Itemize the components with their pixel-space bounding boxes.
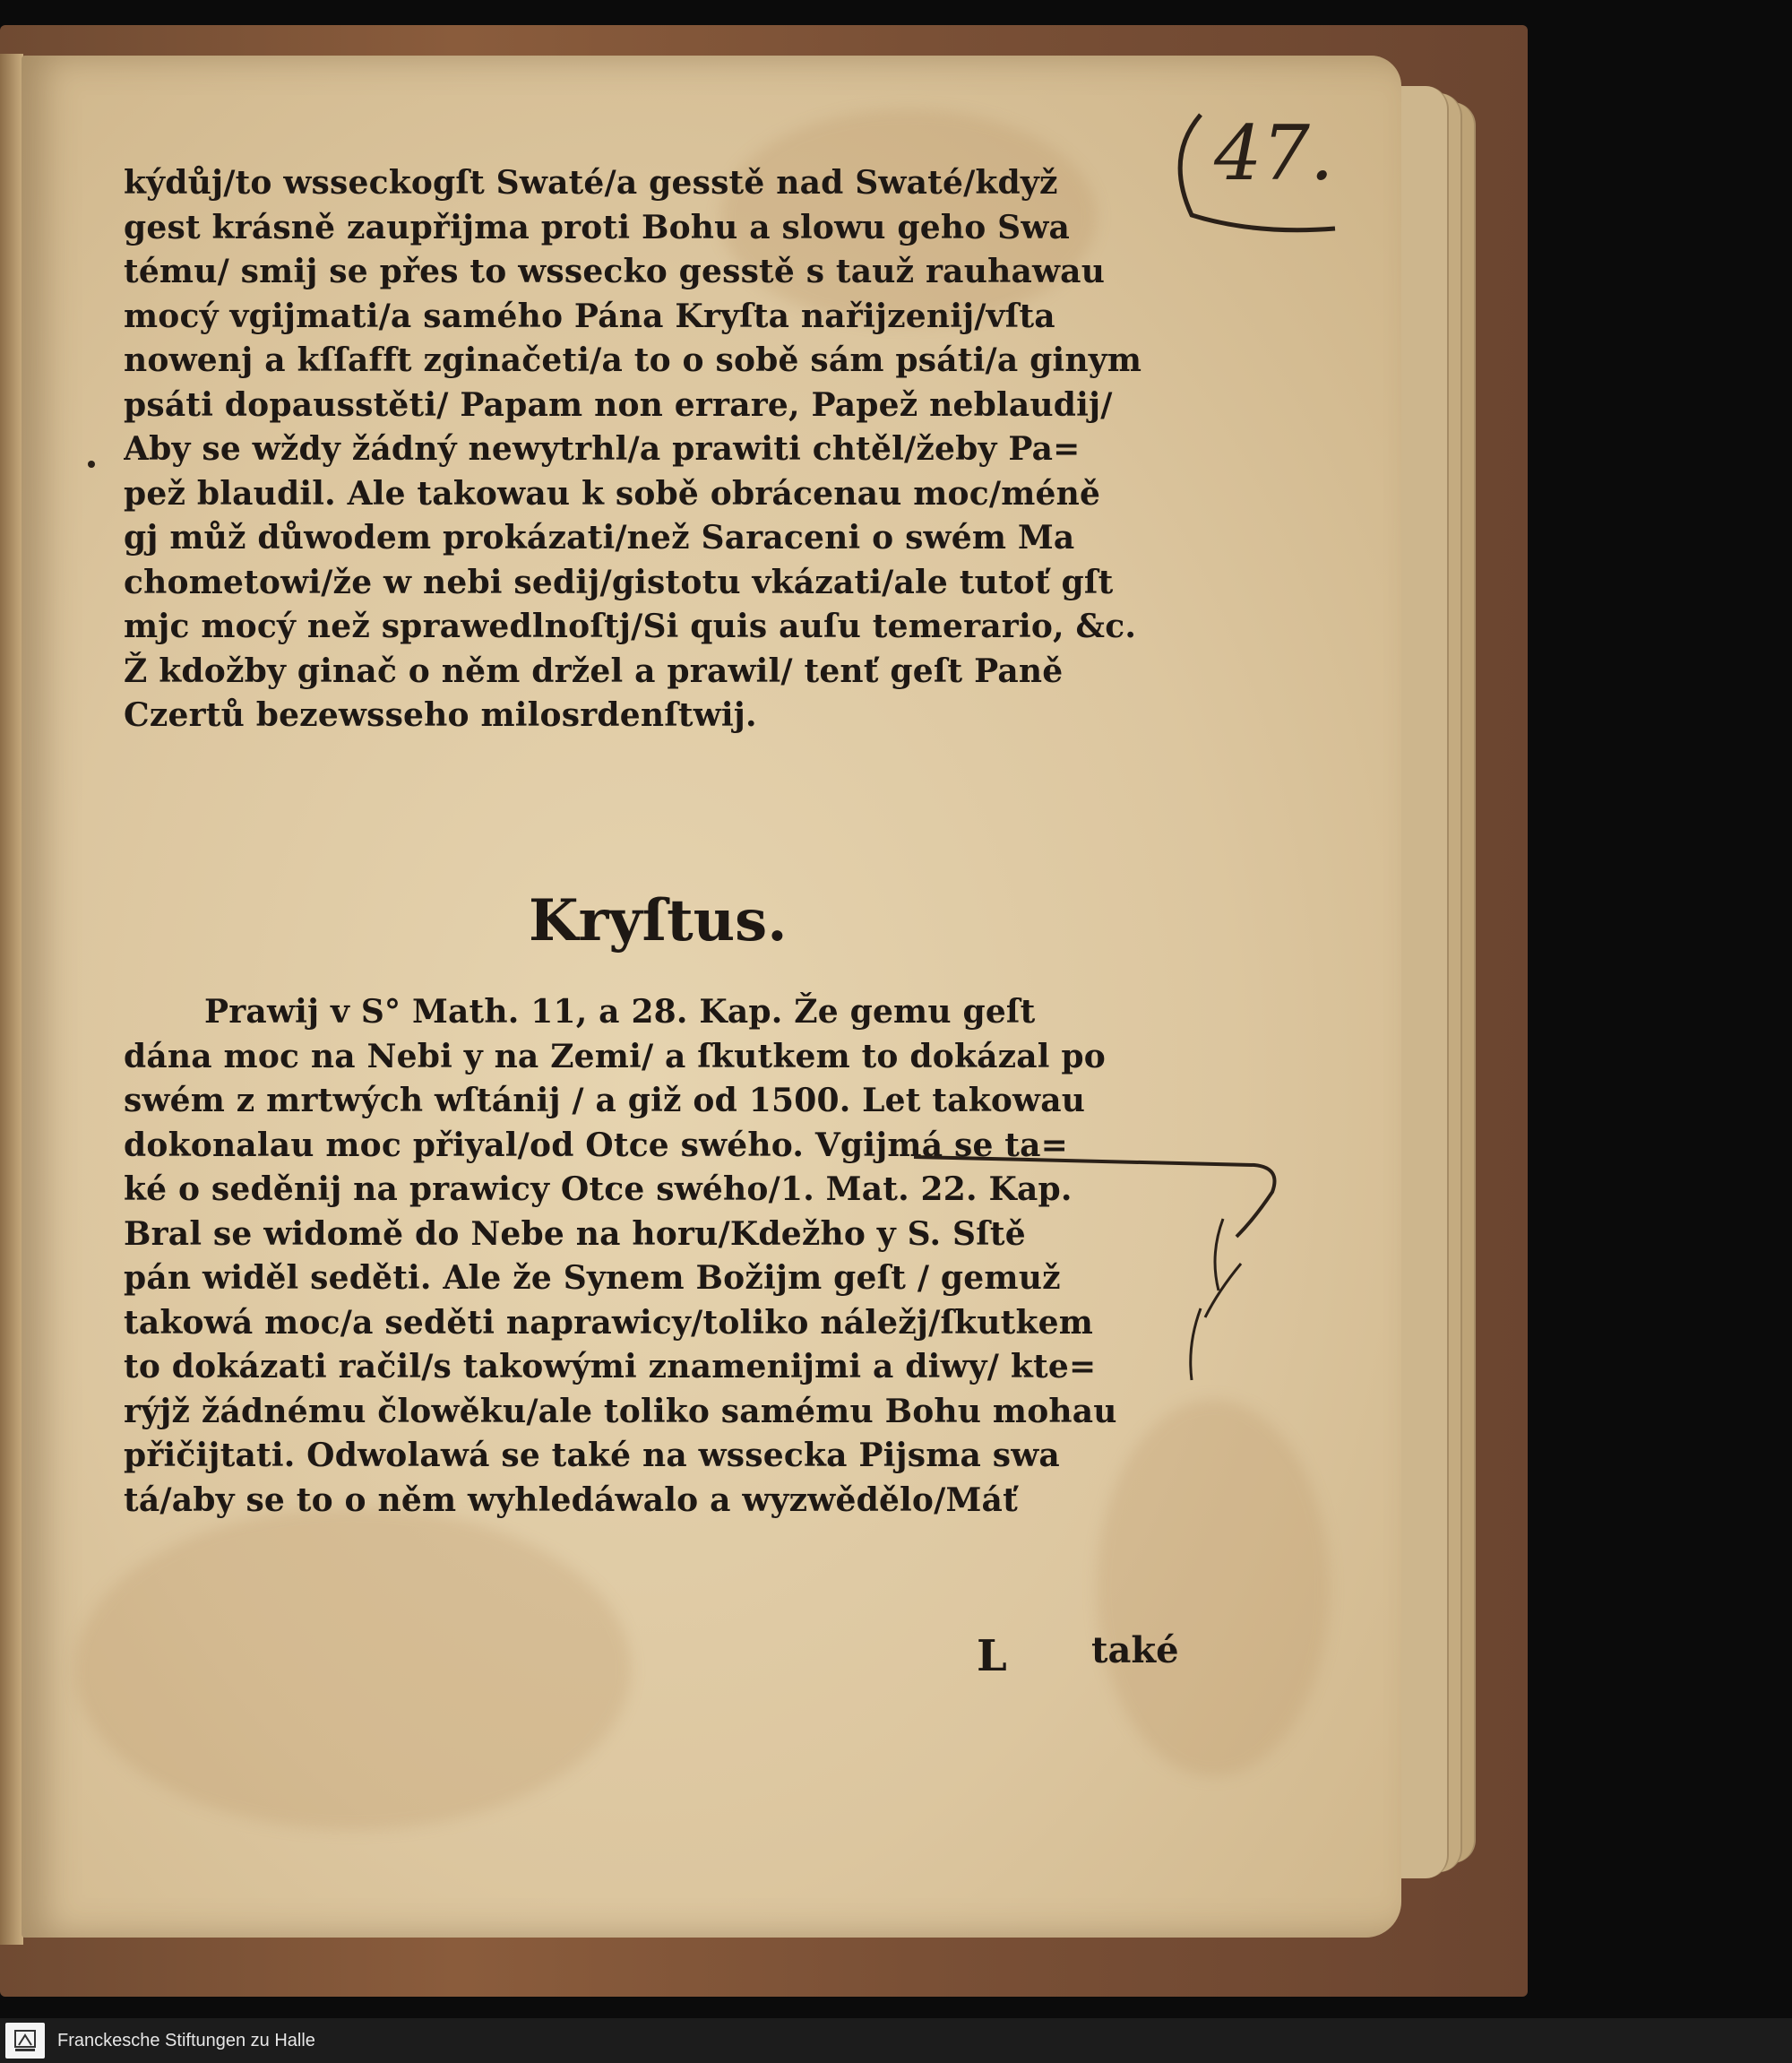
institution-name: Franckesche Stiftungen zu Halle [57,2030,315,2050]
signature-mark: L [977,1631,1007,1681]
left-page-edge [0,54,23,1945]
text-line: tá/aby se to o něm wyhledáwalo a wyzwědělo/Máť [124,1480,1018,1519]
text-line: Czertů bezewsseho milosrdenſtwij. [124,696,757,734]
text-line: gest krásně zaupřijma proti Bohu a slowu geho Swa [124,208,1071,246]
text-line: dána moc na Nebi y na Zemi/ a ſkutkem to dokázal po [124,1037,1106,1075]
text-line: Ž kdožby ginač o něm držel a prawil/ tenť geſt Paně [124,652,1064,690]
text-line: pež blaudil. Ale takowau k sobě obrácenau moc/méně [124,474,1101,513]
text-line: Prawij v S° Math. 11, a 28. Kap. Že gemu geſt [204,993,1036,1031]
text-line: přičijtati. Odwolawá se také na wssecka Pijsma swa [124,1437,1060,1474]
text-line: nowenj a kſſafft zginačeti/a to o sobě sám psáti/a ginym [124,341,1142,379]
text-line: tému/ smij se přes to wssecko gesstě s tauž rauhawau [124,253,1106,290]
text-line: chometowi/že w nebi sedij/gistotu vkázati/ale tutoť gſt [124,563,1114,601]
text-line: dokonalau moc přiyal/od Otce swého. Vgijmá se ta= [124,1126,1069,1164]
text-line: mocý vgijmati/a samého Pána Kryſta nařijzenij/vſta [124,297,1055,335]
paper-stain [75,1507,631,1830]
text-line: mjc mocý než sprawedlnoſtj/Si quis auſu temerario, &c. [124,608,1137,645]
paragraph-2 [124,990,1181,1523]
catchword: také [1091,1629,1179,1671]
text-line: kýdůj/to wsseckogſt Swaté/a gesstě nad Swaté/když [124,164,1058,202]
text-line: Aby se wždy žádný newytrhl/a prawiti chtěl/žeby Pa= [124,430,1081,468]
text-line: psáti dopausstěti/ Papam non errare, Papež neblaudij/ [124,385,1113,424]
paragraph-1 [124,161,1181,738]
text-line: gj můž důwodem prokázati/než Saraceni o swém Ma [124,519,1075,557]
margin-ink-dot [88,461,95,468]
text-line: Bral se widomě do Nebe na horu/Kdežho y S. Sſtě [124,1214,1026,1253]
text-line: ké o seděnij na prawicy Otce swého/1. Mat. 22. Kap. [124,1170,1073,1208]
text-line: to dokázati račil/s takowými znamenijmi a diwy/ kte= [124,1348,1097,1385]
attribution-bar [0,2018,1792,2063]
institution-logo-icon [5,2023,45,2059]
text-line: pán widěl seděti. Ale že Synem Božijm geſt / gemuž [124,1259,1061,1297]
folio-number-text: 47. [1214,109,1334,197]
text-line: rýjž žádnému člowěku/ale toliko samému Bohu mohau [124,1392,1117,1430]
section-heading: Kryſtus. [529,887,788,954]
text-line: swém z mrtwých wſtánij / a giž od 1500. Let takowau [124,1082,1086,1119]
text-line: takowá moc/a seděti naprawicy/toliko náležj/ſkutkem [124,1303,1094,1342]
